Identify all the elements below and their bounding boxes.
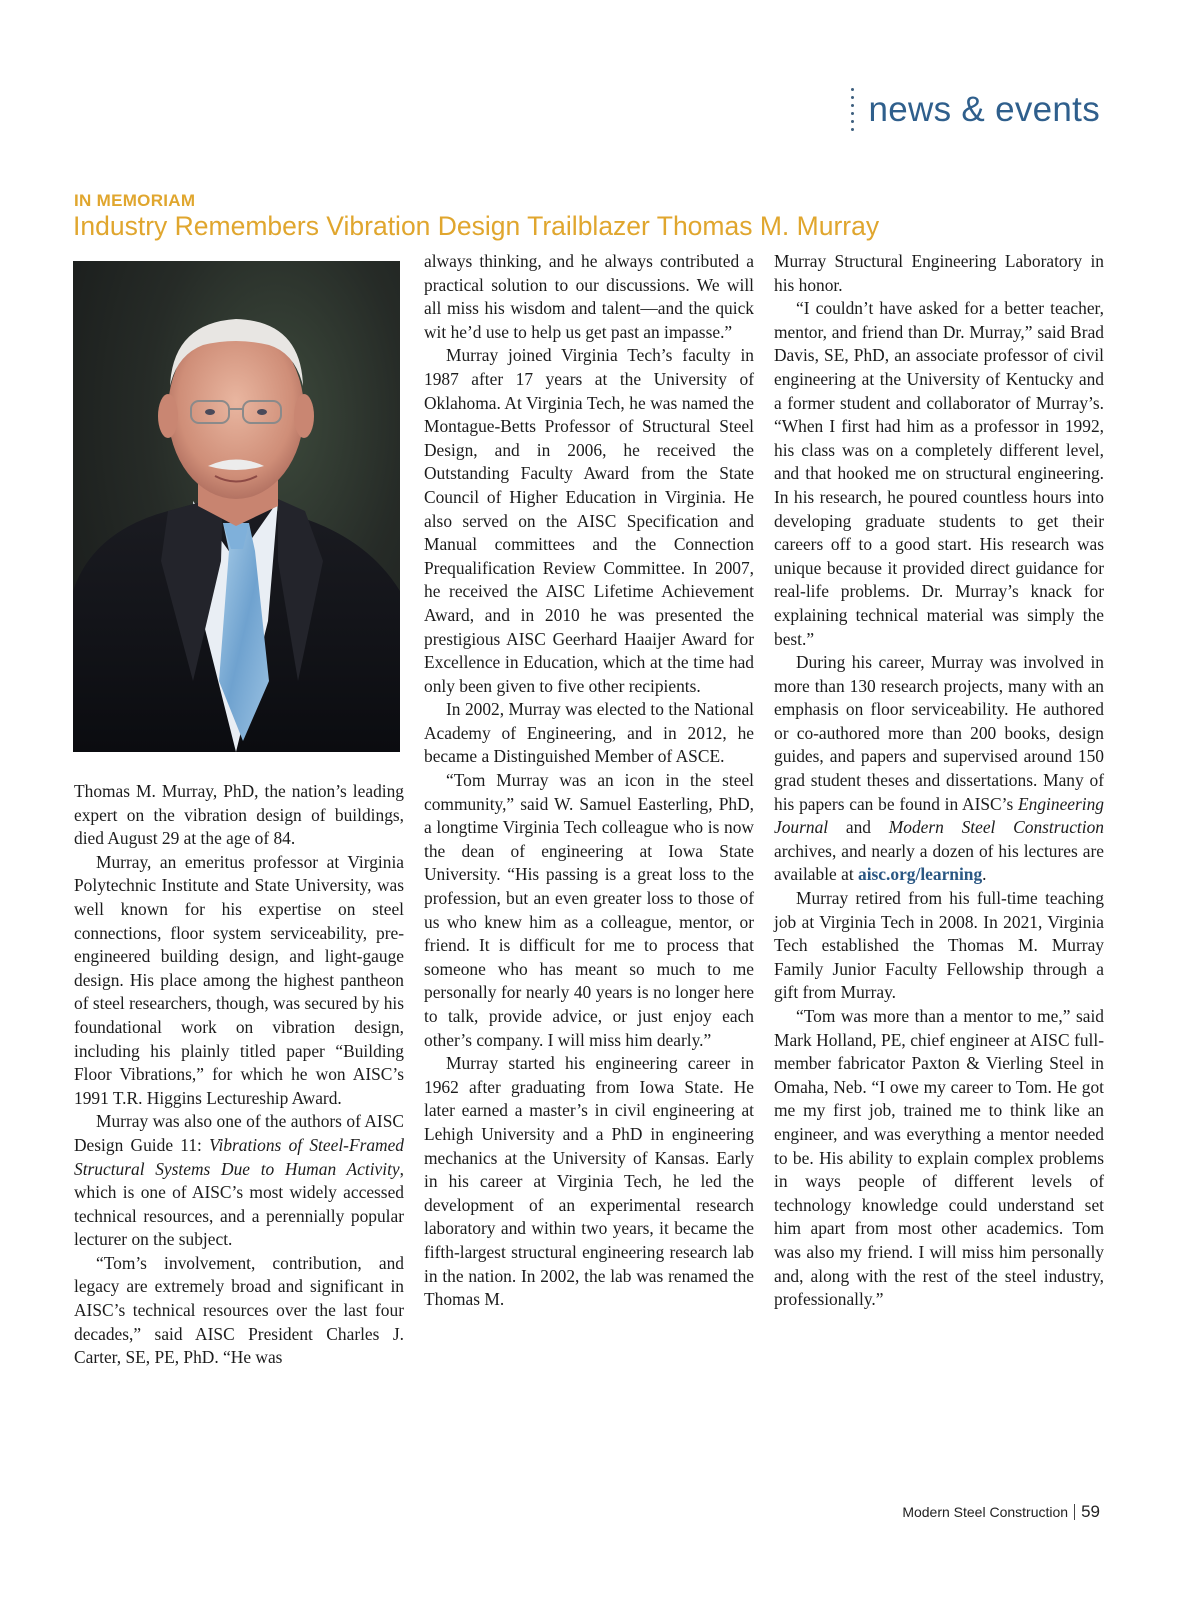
- article-kicker: IN MEMORIAM: [74, 191, 196, 210]
- portrait-photo: [73, 261, 400, 752]
- article-column-3: [774, 250, 1104, 1312]
- paragraph: “Tom’s involvement, contribution, and legacy are extremely broad and significant in AISC’s technical resources over the last four decades,” said AISC President Charles J. Carter, SE, PE, PhD. “He was: [74, 1252, 404, 1368]
- text-run: and: [828, 817, 889, 838]
- paragraph: always thinking, and he always contributed a practical solution to our discussions. We will all miss his wisdom and talent—and the quick wit he’d use to help us get past an impasse.”: [424, 251, 754, 342]
- publication-name: Modern Steel Construction: [902, 1504, 1069, 1520]
- section-header: [851, 88, 1100, 131]
- paragraph: “I couldn’t have asked for a better teacher, mentor, and friend than Dr. Murray,” said Brad Davis, SE, PhD, an associate professor of civil engineering at the University of Kentucky and a former student and collaborator of Murray’s. “When I first had him as a professor in 1992, his class was on a completely different level, and that hooked me on structural engineering. In his research, he poured countless hours into developing graduate students to get their careers off to a good start. His research was unique because it provided direct guidance for real-life problems. Dr. Murray’s knack for explaining technical material was simply the best.”: [774, 298, 1104, 649]
- article-headline: Industry Remembers Vibration Design Trailblazer Thomas M. Murray: [73, 211, 880, 241]
- paragraph: “Tom was more than a mentor to me,” said Mark Holland, PE, chief engineer at AISC full-member fabricator Paxton & Vierling Steel in Omaha, Neb. “I owe my career to Tom. He got me my first job, trained me to think like an engineer, and was everything a mentor needed to be. His ability to explain complex problems in ways people of different levels of technology knowledge could understand set him apart from most other academics. Tom was also my friend. I will miss him personally and, along with the rest of the steel industry, professionally.”: [774, 1006, 1104, 1310]
- magazine-title: Modern Steel Construction: [888, 817, 1104, 838]
- paragraph: Murray joined Virginia Tech’s faculty in 1987 after 17 years at the University of Oklahoma. At Virginia Tech, he was named the Montague-Betts Professor of Structural Steel Design, and in 2006, he received the Outstanding Faculty Award from the State Council of Higher Education in Virginia. He also served on the AISC Specification and Manual committees and the Connection Prequalification Review Committee. In 2007, he received the AISC Lifetime Achievement Award, and in 2010 he was presented the prestigious AISC Geerhard Haaijer Award for Excellence in Education, which at the time had only been given to five other recipients.: [424, 345, 754, 696]
- paragraph: [774, 651, 1104, 887]
- paragraph: Thomas M. Murray, PhD, the nation’s leading expert on the vibration design of buildings, died August 29 at the age of 84.: [74, 781, 404, 849]
- article-column-2: [424, 250, 754, 1312]
- paragraph: [74, 1110, 404, 1252]
- learning-link[interactable]: aisc.org/learning: [858, 864, 983, 885]
- section-title: news & events: [868, 89, 1100, 129]
- text-run: .: [982, 864, 987, 885]
- paragraph: Murray, an emeritus professor at Virginia Polytechnic Institute and State University, was well known for his expertise on steel connections, floor system serviceability, pre-engineered building design, and light-gauge design. His place among the highest pantheon of steel researchers, though, was secured by his foundational work on vibration design, including his plainly titled paper “Building Floor Vibrations,” for which he won AISC’s 1991 T.R. Higgins Lectureship Award.: [74, 851, 404, 1108]
- text-run: During his career, Murray was involved in more than 130 research projects, many with an emphasis on floor serviceability. He authored or co-authored more than 200 books, design guides, and papers and supervised around 150 grad student theses and dissertations. Many of his papers can be found in AISC’s: [774, 652, 1104, 814]
- article-column-1: [74, 780, 404, 1370]
- dotted-divider-icon: [851, 88, 854, 131]
- portrait-illustration: [73, 261, 400, 752]
- design-guide-title: Vibrations of Steel-Framed Structural Systems Due to Human Activity: [74, 1134, 405, 1179]
- paragraph: Murray Structural Engineering Laboratory in his honor.: [774, 251, 1104, 295]
- paragraph: “Tom Murray was an icon in the steel community,” said W. Samuel Easterling, PhD, a longtime Virginia Tech colleague who is now the dean of engineering at Iowa State University. “His passing is a great loss to the profession, but an even greater loss to those of us who knew him as a colleague, mentor, or friend. It is difficult for me to process that someone who has meant so much to me personally for nearly 40 years is no longer here to talk, provide advice, or just enjoy each other’s company. I will miss him dearly.”: [424, 770, 754, 1050]
- text-run: archives, and nearly a dozen of his lectures are available at: [774, 840, 1104, 885]
- journal-title: Engineering Journal: [774, 793, 1104, 838]
- page-footer: [902, 1502, 1100, 1522]
- paragraph: Murray started his engineering career in 1962 after graduating from Iowa State. He later earned a master’s in civil engineering at Lehigh University and a PhD in engineering mechanics at the University of Kansas. Early in his career at Virginia Tech, he led the development of an experimental research laboratory and within two years, it became the fifth-largest structural engineering research lab in the nation. In 2002, the lab was renamed the Thomas M.: [424, 1053, 754, 1310]
- paragraph: Murray retired from his full-time teaching job at Virginia Tech in 2008. In 2021, Virginia Tech established the Thomas M. Murray Family Junior Faculty Fellowship through a gift from Murray.: [774, 888, 1104, 1003]
- text-run: Murray was also one of the authors of AISC Design Guide 11:: [74, 1111, 404, 1155]
- page-number: 59: [1081, 1502, 1100, 1521]
- paragraph: In 2002, Murray was elected to the National Academy of Engineering, and in 2012, he became a Distinguished Member of ASCE.: [424, 699, 754, 767]
- footer-divider: [1074, 1504, 1075, 1520]
- text-run: , which is one of AISC’s most widely accessed technical resources, and a perennially popular lecturer on the subject.: [74, 1158, 404, 1250]
